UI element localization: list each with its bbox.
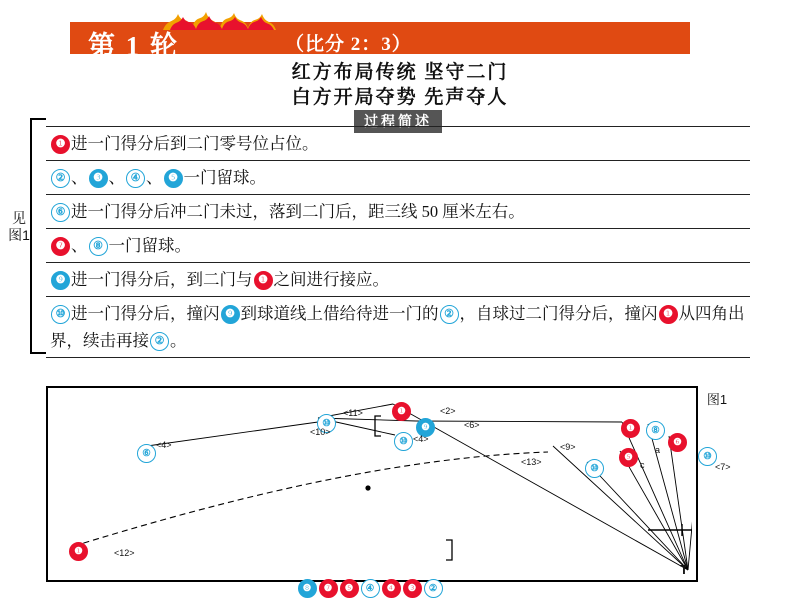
diagram-ball-marker: ⑧	[646, 421, 665, 440]
waiting-ball-marker: ❺	[340, 579, 359, 598]
diagram-step-tag: c	[640, 460, 645, 470]
process-text: 进一门得分后，到二门与	[71, 270, 253, 289]
waiting-ball-marker: ❽	[298, 579, 317, 598]
process-text: ，自球过二门得分后，撞闪	[459, 304, 658, 323]
diagram-step-tag: <10>	[310, 427, 331, 437]
process-text: 、	[146, 168, 163, 187]
ball-marker: ❺	[164, 169, 183, 188]
waiting-ball-marker: ❼	[319, 579, 338, 598]
ball-marker: ❼	[51, 237, 70, 256]
left-bracket	[30, 118, 46, 354]
diagram-ball-marker: ⑩	[585, 459, 604, 478]
diagram-ball-marker: ❶	[392, 402, 411, 421]
process-table	[46, 126, 750, 358]
ball-marker: ❶	[659, 305, 678, 324]
ball-marker: ⑥	[51, 203, 70, 222]
ball-marker: ②	[51, 169, 70, 188]
process-text: 进一门得分后到二门零号位占位。	[71, 134, 319, 153]
round-title: 第 1 轮	[88, 31, 179, 61]
process-side-label	[8, 210, 30, 244]
process-side-label-text: 见图1	[8, 210, 30, 243]
court-lines	[48, 388, 692, 576]
waiting-ball-marker: ②	[424, 579, 443, 598]
ball-marker: ❸	[89, 169, 108, 188]
diagram-ball-marker: ❾	[416, 418, 435, 437]
ball-marker: ②	[440, 305, 459, 324]
subtitle-line-2: 白方开局夺势 先声夺人	[291, 87, 509, 108]
process-text: 、	[108, 168, 125, 187]
process-text: 、	[71, 236, 88, 255]
process-text: 。	[170, 331, 187, 350]
diagram-ball-marker: ⑥	[137, 444, 156, 463]
ball-marker: ④	[126, 169, 145, 188]
process-row	[46, 297, 750, 358]
process-text: 从四角出界，续击再接	[50, 304, 745, 350]
round-banner	[70, 8, 690, 61]
ball-marker: ②	[150, 332, 169, 351]
diagram-step-tag: <11>	[343, 408, 363, 418]
process-text: 、	[71, 168, 88, 187]
diagram-step-tag: <7>	[715, 462, 731, 472]
diagram-step-tag: <2>	[440, 406, 456, 416]
ball-marker: ⑩	[51, 305, 70, 324]
diagram-step-tag: <6>	[464, 420, 480, 430]
subtitle-block	[0, 60, 800, 110]
diagram-ball-marker: ❶	[69, 542, 88, 561]
waiting-balls-row	[46, 579, 694, 598]
process-row	[46, 263, 750, 297]
round-score: （比分 2：3）	[285, 34, 412, 55]
goal-label: T	[680, 562, 688, 577]
ball-marker: ⑧	[89, 237, 108, 256]
waiting-ball-marker: ④	[361, 579, 380, 598]
process-row	[46, 127, 750, 161]
ball-marker: ❶	[254, 271, 273, 290]
diagram-ball-marker: ⑩	[317, 414, 336, 433]
process-text: 一门留球。	[108, 236, 191, 255]
ball-marker: ❶	[51, 135, 70, 154]
ball-marker: ❾	[51, 271, 70, 290]
diagram-ball-marker: ⑩	[394, 432, 413, 451]
diagram-ball-marker: ❶	[621, 419, 640, 438]
diagram-step-tag: <4>	[156, 440, 172, 450]
diagram-step-tag: <12>	[114, 548, 135, 558]
process-text: 进一门得分后冲二门未过，落到二门后，距三线 50 厘米左右。	[71, 202, 525, 221]
process-row	[46, 229, 750, 263]
subtitle-line-1: 红方布局传统 坚守二门	[291, 62, 509, 83]
diagram-ball-marker: ❺	[619, 448, 638, 467]
process-row	[46, 161, 750, 195]
process-text: 之间进行接应。	[273, 270, 389, 289]
process-text: 一门留球。	[183, 168, 266, 187]
process-header-chip: 过程简述	[354, 110, 442, 133]
diagram-step-tag: a	[655, 445, 661, 455]
waiting-ball-marker: ❸	[403, 579, 422, 598]
process-text: 到球道线上借给待进一门的	[240, 304, 439, 323]
figure-label	[704, 392, 730, 408]
diagram-ball-marker: ❻	[668, 433, 687, 452]
diagram-step-tag: <13>	[521, 457, 542, 467]
process-row	[46, 195, 750, 229]
ball-marker: ❾	[221, 305, 240, 324]
process-text: 进一门得分后，撞闪	[71, 304, 220, 323]
diagram-ball-marker: ⑩	[698, 447, 717, 466]
diagram-area	[46, 386, 734, 594]
diagram-step-tag: <4>	[413, 434, 429, 444]
waiting-ball-marker: ❹	[382, 579, 401, 598]
diagram-step-tag: <9>	[560, 442, 576, 452]
figure-label-text: 图1	[706, 392, 728, 407]
